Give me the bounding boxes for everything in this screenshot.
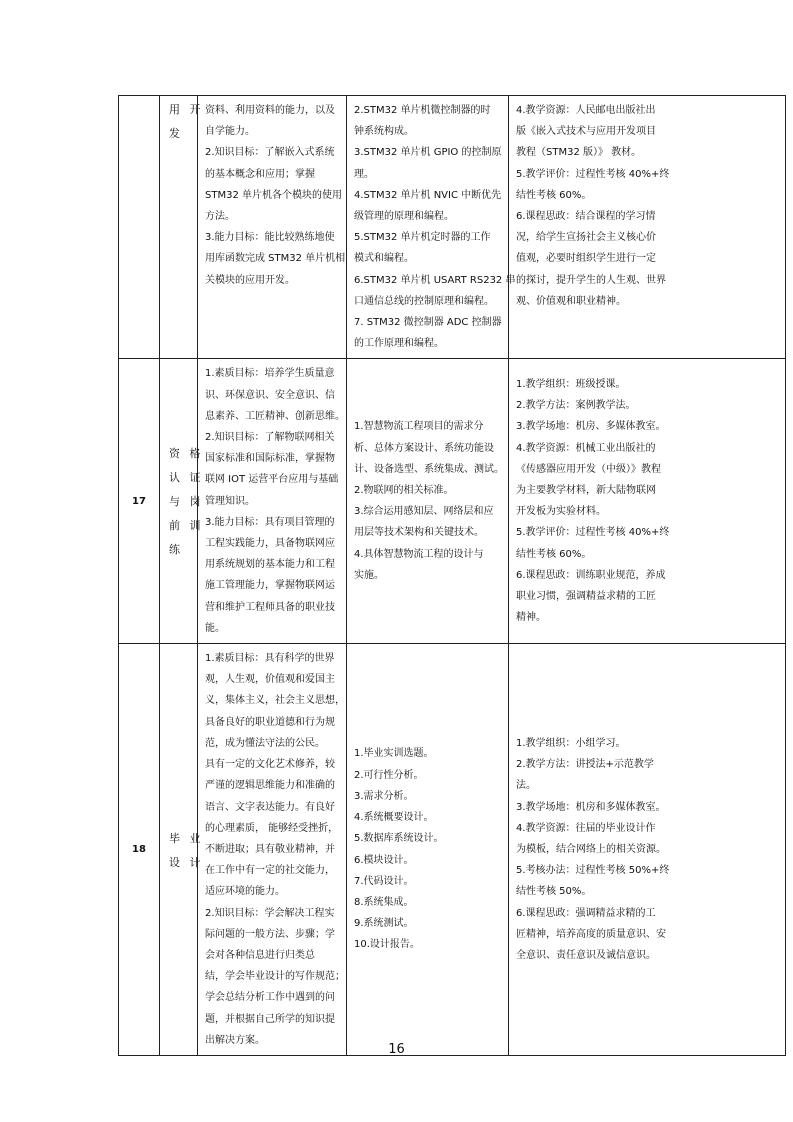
curriculum-table <box>118 95 786 1056</box>
requirements-cell <box>509 359 786 644</box>
text-line: 际问题的一般方法、步骤；学 <box>205 928 335 940</box>
text-line: 用系统规划的基本能力和工程 <box>205 559 335 571</box>
text-line: 2.可行性分析。 <box>354 769 424 781</box>
text-line: 会对各种信息进行归类总 <box>205 949 315 961</box>
text-line: 能。 <box>205 622 225 634</box>
text-line: 资 格 <box>169 447 204 461</box>
objectives-cell <box>198 96 347 359</box>
course-number-cell: 17 <box>119 359 160 644</box>
text-line: 钟系统构成。 <box>354 126 414 138</box>
text-line: 口通信总线的控制原理和编程。 <box>354 295 494 307</box>
text-line: 用库函数完成 STM32 单片机相 <box>205 253 346 265</box>
text-line: 8.系统集成。 <box>354 896 414 908</box>
text-line: 3.STM32 单片机 GPIO 的控制原 <box>354 147 502 159</box>
text-line: 1.智慧物流工程项目的需求分 <box>354 421 484 433</box>
text-line: 理。 <box>354 168 374 180</box>
text-line: 6.STM32 单片机 USART RS232 串 <box>354 274 516 286</box>
text-line: 9.系统测试。 <box>354 918 414 930</box>
text-line: 2.教学方法：案例教学法。 <box>516 400 636 412</box>
text-line: 开发板为实验材料。 <box>516 506 606 518</box>
text-line: 职业习惯，强调精益求精的工匠 <box>516 591 656 603</box>
text-line: 与 岗 <box>169 495 204 509</box>
course-number-cell: 18 <box>119 644 160 1056</box>
text-line: 1.教学组织：小组学习。 <box>516 737 626 749</box>
text-line: 4.系统概要设计。 <box>354 812 434 824</box>
text-line: 全意识、责任意识及诚信意识。 <box>516 949 656 961</box>
text-line: 1.素质目标：具有科学的世界 <box>205 653 335 665</box>
text-line: 具有一定的文化艺术修养，较 <box>205 759 335 771</box>
course-name-cell <box>160 644 204 1056</box>
text-line: 的探讨，提升学生的人生观、世界 <box>516 274 666 286</box>
text-line: 2.知识目标：了解物联网相关 <box>205 432 335 444</box>
text-line: 5.STM32 单片机定时器的工作 <box>354 232 491 244</box>
text-line: 发 <box>169 127 183 140</box>
page-number: 16 <box>388 1042 405 1057</box>
text-line: 5.教学评价：过程性考核 40%+终 <box>516 527 670 539</box>
text-line: 设 计 <box>169 855 204 869</box>
text-line: 《传感器应用开发（中级）》教程 <box>516 463 661 475</box>
text-line: 为主要教学材料，新大陆物联网 <box>516 485 656 497</box>
text-line: 2.物联网的相关标准。 <box>354 485 454 497</box>
text-line: 级管理的原理和编程。 <box>354 211 454 223</box>
text-line: 4.STM32 单片机 NVIC 中断优先 <box>354 189 502 201</box>
text-line: 7. STM32 微控制器 ADC 控制器 <box>354 317 502 329</box>
text-line: 结，学会毕业设计的写作规范； <box>205 971 345 983</box>
text-line: 2.STM32 单片机微控制器的时 <box>354 105 491 116</box>
text-line: 结性考核 60%。 <box>516 189 592 201</box>
course-number-cell <box>119 96 160 359</box>
text-line: 4.教学资源：往届的毕业设计作 <box>516 822 656 834</box>
text-line: 用 开 <box>169 103 204 116</box>
text-line: 具备良好的职业道德和行为规 <box>205 716 335 728</box>
text-line: 1.毕业实训选题。 <box>354 748 434 760</box>
text-line: 工程实践能力，具备物联网应 <box>205 538 335 550</box>
text-line: 6.课程思政：训练职业规范，养成 <box>516 569 666 581</box>
text-line: 3.综合运用感知层、网络层和应 <box>354 506 494 518</box>
content-cell <box>347 96 516 359</box>
text-line: 在工作中有一定的社交能力， <box>205 865 335 877</box>
text-line: 计、设备选型、系统集成、测试。 <box>354 463 504 475</box>
text-line: 5.考核办法：过程性考核 50%+终 <box>516 865 670 877</box>
text-line: 义，集体主义，社会主义思想， <box>205 695 345 707</box>
text-line: 析、总体方案设计、系统功能设 <box>354 442 494 454</box>
text-line: 精神。 <box>516 612 546 624</box>
table-row-18 <box>119 644 786 1056</box>
text-line: 7.代码设计。 <box>354 875 414 887</box>
text-line: 关模块的应用开发。 <box>205 274 295 286</box>
text-line: 资料、利用资料的能力，以及 <box>205 105 335 116</box>
text-line: 实施。 <box>354 569 384 581</box>
text-line: 况，给学生宣扬社会主义核心价 <box>516 232 656 244</box>
text-line: 方法。 <box>205 211 235 223</box>
text-line: 10.设计报告。 <box>354 939 420 951</box>
text-line: 2.教学方法：讲授法+示范教学 <box>516 759 654 771</box>
text-line: 4.教学资源：机械工业出版社的 <box>516 442 656 454</box>
text-line: 3.需求分析。 <box>354 790 414 802</box>
content-cell <box>347 644 509 1056</box>
text-line: 适应环境的能力。 <box>205 886 285 898</box>
text-line: 4.教学资源：人民邮电出版社出 <box>516 105 656 116</box>
text-line: 匠精神，培养高度的质量意识、安 <box>516 928 666 940</box>
text-line: 管理知识。 <box>205 495 255 507</box>
text-line: 1.素质目标：培养学生质量意 <box>205 368 335 380</box>
text-line: 5.数据库系统设计。 <box>354 833 444 845</box>
text-line: 3.教学场地：机房、多媒体教室。 <box>516 421 666 433</box>
text-line: 国家标准和国际标准，掌握物 <box>205 453 335 465</box>
content-cell <box>347 359 509 644</box>
objectives-cell <box>198 359 347 644</box>
text-line: 6.模块设计。 <box>354 854 414 866</box>
text-line: 识、环保意识、安全意识、信 <box>205 389 335 401</box>
text-line: STM32 单片机各个模块的使用 <box>205 189 342 201</box>
text-line: 前 训 <box>169 519 204 533</box>
text-line: 出解决方案。 <box>205 1034 265 1046</box>
table-row-continued <box>119 96 786 359</box>
text-line: 息素养、工匠精神、创新思维。 <box>205 410 345 422</box>
text-line: 法。 <box>516 780 536 792</box>
text-line: 用层等技术架构和关键技术。 <box>354 527 484 539</box>
text-line: 值观，必要时组织学生进行一定 <box>516 253 656 265</box>
requirements-cell <box>509 96 786 359</box>
course-name-cell <box>160 96 204 359</box>
text-line: 5.教学评价：过程性考核 40%+终 <box>516 168 670 180</box>
text-line: 4.具体智慧物流工程的设计与 <box>354 548 484 560</box>
text-line: 为模板，结合网络上的相关资源。 <box>516 843 666 855</box>
course-name-cell <box>160 359 204 644</box>
requirements-cell <box>509 644 786 1056</box>
text-line: 毕 业 <box>169 831 204 845</box>
text-line: 严谨的逻辑思维能力和准确的 <box>205 780 335 792</box>
text-line: 自学能力。 <box>205 126 255 138</box>
text-line: 范，成为懂法守法的公民。 <box>205 737 325 749</box>
table-row-17 <box>119 359 786 644</box>
text-line: 题，并根据自己所学的知识提 <box>205 1013 335 1025</box>
text-line: 认 证 <box>169 471 204 485</box>
text-line: 观，人生观，价值观和爱国主 <box>205 674 335 686</box>
text-line: 3.教学场地：机房和多媒体教室。 <box>516 801 666 813</box>
text-line: 3.能力目标：具有项目管理的 <box>205 516 335 528</box>
text-line: 版《嵌入式技术与应用开发项目 <box>516 126 656 138</box>
text-line: 联网 IOT 运营平台应用与基础 <box>205 474 339 486</box>
text-line: 语言、文字表达能力。有良好 <box>205 801 335 813</box>
text-line: 观、价值观和职业精神。 <box>516 295 626 307</box>
text-line: 练 <box>169 543 183 557</box>
text-line: 学会总结分析工作中遇到的问 <box>205 992 335 1004</box>
text-line: 营和维护工程师具备的职业技 <box>205 601 335 613</box>
text-line: 的工作原理和编程。 <box>354 338 444 350</box>
text-line: 结性考核 50%。 <box>516 886 592 898</box>
text-line: 模式和编程。 <box>354 253 414 265</box>
text-line: 6.课程思政：强调精益求精的工 <box>516 907 656 919</box>
text-line: 施工管理能力，掌握物联网运 <box>205 580 335 592</box>
text-line: 的心理素质， 能够经受挫折， <box>205 822 339 834</box>
text-line: 2.知识目标：学会解决工程实 <box>205 907 335 919</box>
text-line: 2.知识目标：了解嵌入式系统 <box>205 147 335 159</box>
text-line: 不断进取；具有敬业精神，并 <box>205 843 335 855</box>
text-line: 1.教学组织：班级授课。 <box>516 379 626 391</box>
text-line: 教程（STM32 版）》 教材。 <box>516 147 642 159</box>
text-line: 结性考核 60%。 <box>516 548 592 560</box>
text-line: 3.能力目标：能比较熟练地使 <box>205 232 335 244</box>
objectives-cell <box>198 644 347 1056</box>
text-line: 6.课程思政：结合课程的学习情 <box>516 211 656 223</box>
text-line: 的基本概念和应用；掌握 <box>205 168 315 180</box>
